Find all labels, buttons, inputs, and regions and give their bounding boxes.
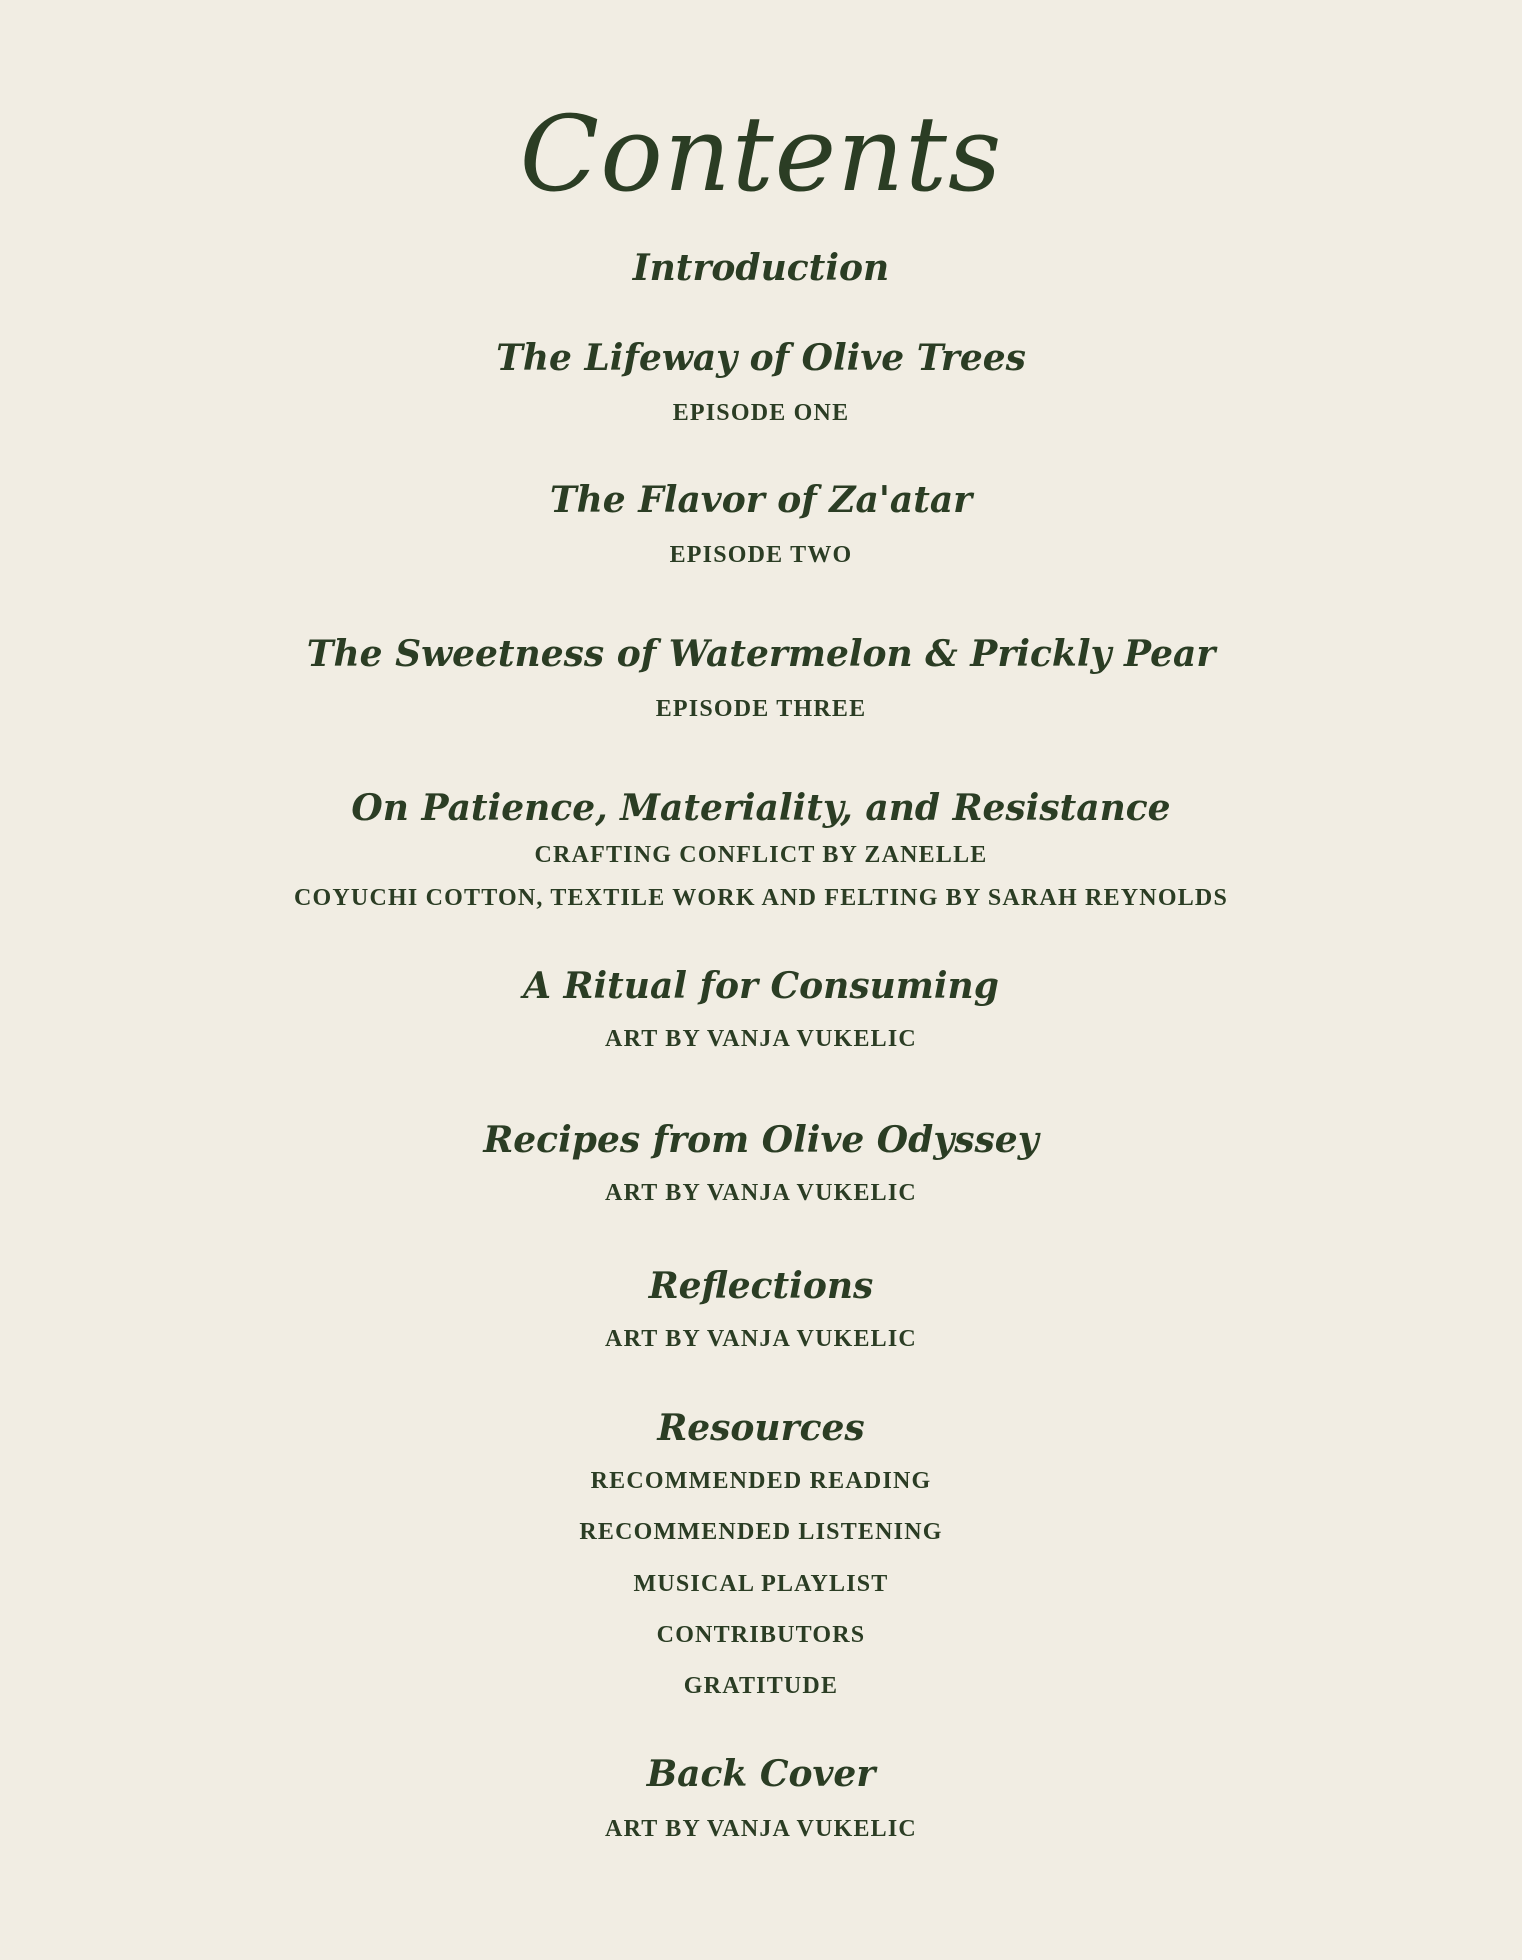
toc-subtitle: CONTRIBUTORS bbox=[656, 1622, 866, 1648]
toc-subtitle: EPISODE ONE bbox=[672, 400, 850, 426]
toc-heading-patience-materiality-resistance[interactable]: On Patience, Materiality, and Resistance bbox=[351, 787, 1171, 829]
toc-subtitle: EPISODE THREE bbox=[655, 696, 867, 722]
toc-heading-introduction[interactable]: Introduction bbox=[632, 247, 890, 289]
toc-heading-resources[interactable]: Resources bbox=[657, 1407, 865, 1449]
toc-heading-ritual-for-consuming[interactable]: A Ritual for Consuming bbox=[523, 965, 999, 1007]
toc-heading-flavor-of-zaatar[interactable]: The Flavor of Za'atar bbox=[549, 479, 973, 521]
toc-heading-recipes-from-olive-odyssey[interactable]: Recipes from Olive Odyssey bbox=[483, 1119, 1039, 1161]
toc-heading-lifeway-of-olive-trees[interactable]: The Lifeway of Olive Trees bbox=[496, 337, 1026, 379]
toc-subtitle: ART BY VANJA VUKELIC bbox=[605, 1026, 917, 1052]
toc-subtitle: RECOMMENDED READING bbox=[590, 1468, 932, 1494]
toc-subtitle: ART BY VANJA VUKELIC bbox=[605, 1326, 917, 1352]
toc-heading-back-cover[interactable]: Back Cover bbox=[646, 1753, 876, 1795]
toc-subtitle: RECOMMENDED LISTENING bbox=[579, 1519, 943, 1545]
toc-heading-reflections[interactable]: Reflections bbox=[648, 1265, 874, 1307]
toc-heading-sweetness-of-watermelon[interactable]: The Sweetness of Watermelon & Prickly Pear bbox=[306, 633, 1216, 675]
page-title: Contents bbox=[519, 93, 1003, 215]
toc-subtitle: ART BY VANJA VUKELIC bbox=[605, 1180, 917, 1206]
toc-subtitle: COYUCHI COTTON, TEXTILE WORK AND FELTING BY SARAH REYNOLDS bbox=[293, 885, 1228, 911]
toc-subtitle: CRAFTING CONFLICT BY ZANELLE bbox=[534, 842, 988, 868]
toc-subtitle: ART BY VANJA VUKELIC bbox=[605, 1816, 917, 1842]
toc-subtitle: GRATITUDE bbox=[683, 1673, 839, 1699]
toc-subtitle: EPISODE TWO bbox=[669, 542, 853, 568]
toc-subtitle: MUSICAL PLAYLIST bbox=[633, 1571, 889, 1597]
